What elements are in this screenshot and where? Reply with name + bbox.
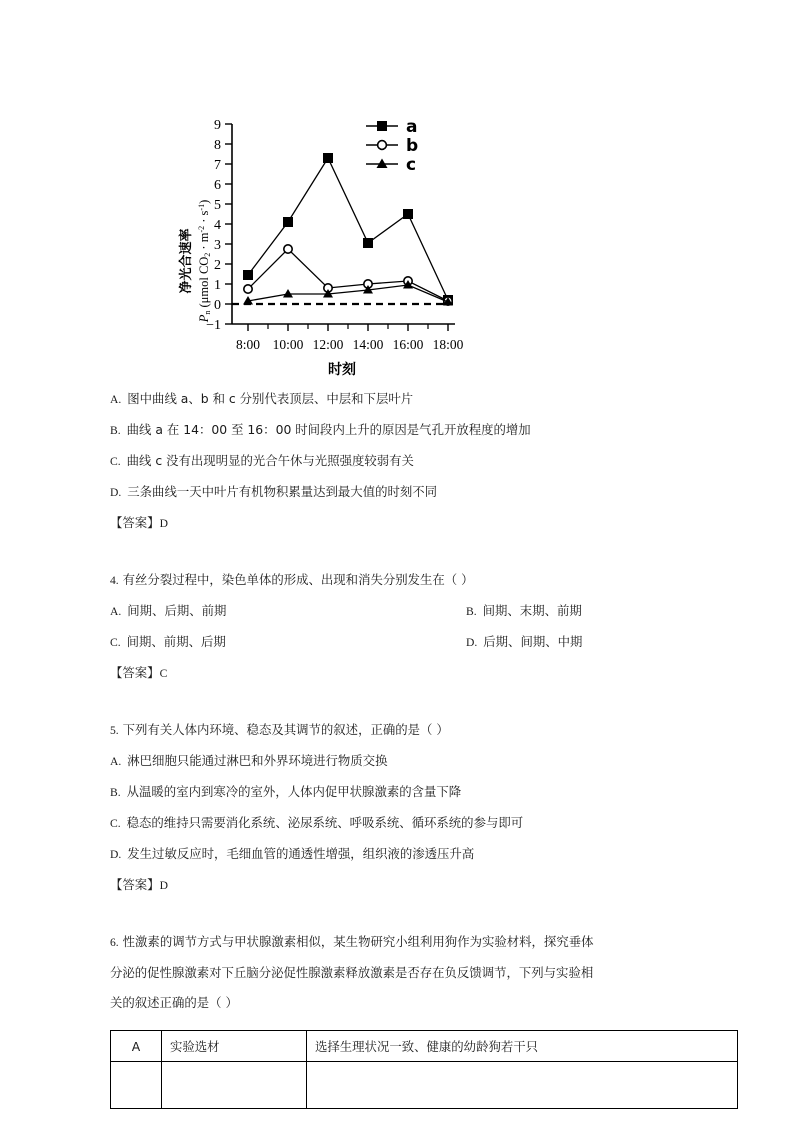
- q4-option-b[interactable]: [466, 596, 690, 627]
- question-6: [110, 927, 690, 1109]
- q5-stem: [110, 715, 690, 746]
- x-axis-label: 时刻: [328, 362, 356, 378]
- q5-answer-value: D: [159, 879, 168, 892]
- q5-answer-label: 【答案】: [110, 877, 160, 892]
- y-axis-ticks: [225, 124, 232, 324]
- q4-options-row-1: [110, 596, 690, 627]
- legend-marker-c-filled-triangle: [377, 159, 388, 169]
- table-row[interactable]: [111, 1062, 738, 1109]
- series-c-markers: [243, 280, 453, 306]
- q5-number: 5.: [110, 724, 119, 737]
- svg-text:1: 1: [214, 278, 221, 293]
- svg-text:2: 2: [214, 258, 221, 273]
- legend-marker-a-filled-square: [377, 121, 387, 131]
- q3-option-c[interactable]: [110, 446, 690, 477]
- q5-option-a-letter: A.: [110, 755, 122, 768]
- series-b-line: [248, 249, 448, 301]
- net-photosynthesis-rate-line-chart: [170, 106, 470, 384]
- q5-option-b[interactable]: [110, 777, 690, 808]
- x-tick-label-3: 14:00: [352, 337, 384, 352]
- q3-option-d-letter: D.: [110, 486, 122, 499]
- table-row[interactable]: [111, 1031, 738, 1062]
- q3-answer: [110, 508, 690, 539]
- svg-text:5: 5: [214, 198, 221, 213]
- q5-option-b-letter: B.: [110, 786, 121, 799]
- q4-stem: [110, 565, 690, 596]
- q4-option-b-letter: B.: [466, 605, 477, 618]
- q4-answer: [110, 658, 690, 689]
- question-4: [110, 565, 690, 689]
- q3-option-c-text: 曲线 c 没有出现明显的光合午休与光照强度较弱有关: [126, 453, 414, 468]
- table-row-1-letter: [111, 1062, 162, 1109]
- photosynthesis-chart-figure: [110, 106, 690, 384]
- q5-option-a[interactable]: [110, 746, 690, 777]
- svg-text:8: 8: [214, 138, 221, 153]
- x-axis-tick-labels: [236, 337, 464, 352]
- q3-answer-value: D: [159, 517, 168, 530]
- q6-stem-text-1: 性激素的调节方式与甲状腺激素相似，某生物研究小组利用狗作为实验材料，探究垂体: [122, 934, 594, 949]
- q4-options-row-2: [110, 627, 690, 658]
- q6-stem-line-1: [110, 927, 690, 958]
- q4-option-a-letter: A.: [110, 605, 122, 618]
- svg-text:3: 3: [214, 238, 221, 253]
- q4-stem-text: 有丝分裂过程中，染色单体的形成、出现和消失分别发生在（ ）: [122, 572, 474, 587]
- y-axis-label-cn: 净光合速率: [179, 228, 194, 294]
- x-tick-label-1: 10:00: [272, 337, 304, 352]
- legend-label-a: a: [406, 117, 418, 137]
- series-c-line: [248, 285, 448, 302]
- question-5: [110, 715, 690, 901]
- q3-option-b-letter: B.: [110, 424, 121, 437]
- q4-option-d-text: 后期、间期、中期: [483, 634, 583, 649]
- q3-option-a-letter: A.: [110, 393, 122, 406]
- q4-option-c[interactable]: [110, 627, 466, 658]
- q4-option-d[interactable]: [466, 627, 690, 658]
- svg-text:6: 6: [214, 178, 221, 193]
- q3-option-b[interactable]: [110, 415, 690, 446]
- q4-option-a[interactable]: [110, 596, 466, 627]
- table-row-1-label: [162, 1062, 307, 1109]
- q3-option-c-letter: C.: [110, 455, 121, 468]
- q4-option-c-text: 间期、前期、后期: [126, 634, 226, 649]
- q5-option-d-text: 发生过敏反应时，毛细血管的通透性增强，组织液的渗透压升高: [127, 846, 475, 861]
- svg-text:4: 4: [214, 218, 221, 233]
- q3-option-d-text: 三条曲线一天中叶片有机物积累量达到最大值的时刻不同: [127, 484, 438, 499]
- q6-number: 6.: [110, 936, 119, 949]
- q5-option-a-text: 淋巴细胞只能通过淋巴和外界环境进行物质交换: [127, 753, 388, 768]
- q3-option-a-text: 图中曲线 a、b 和 c 分别代表顶层、中层和下层叶片: [127, 391, 414, 406]
- q3-option-a[interactable]: [110, 384, 690, 415]
- q3-option-b-text: 曲线 a 在 14：00 至 16：00 时间段内上升的原因是气孔开放程度的增加: [126, 422, 531, 437]
- q4-answer-label: 【答案】: [110, 665, 160, 680]
- table-row-0-label: 实验选材: [162, 1031, 307, 1062]
- q5-stem-text: 下列有关人体内环境、稳态及其调节的叙述，正确的是（ ）: [122, 722, 449, 737]
- svg-text:9: 9: [214, 118, 221, 133]
- series-a-markers: [243, 153, 453, 305]
- q5-option-b-text: 从温暖的室内到寒冷的室外，人体内促甲状腺激素的含量下降: [126, 784, 462, 799]
- q4-option-c-letter: C.: [110, 636, 121, 649]
- q5-option-d[interactable]: [110, 839, 690, 870]
- experiment-design-table: [110, 1030, 738, 1109]
- q6-stem-line-3: 关的叙述正确的是（ ）: [110, 995, 238, 1010]
- svg-text:Pn (μmol CO2 · m-2 · s-1): Pn (μmol $CO2 \cdot m^{-2} \cdot s^{-1}$): [197, 199, 212, 323]
- y-axis-label-units: [197, 200, 212, 324]
- q5-option-d-letter: D.: [110, 848, 122, 861]
- spacer-after-q3: [110, 539, 690, 565]
- x-tick-label-5: 18:00: [432, 337, 464, 352]
- q5-option-c-text: 稳态的维持只需要消化系统、泌尿系统、呼吸系统、循环系统的参与即可: [126, 815, 524, 830]
- spacer-after-q4: [110, 689, 690, 715]
- svg-text:7: 7: [214, 158, 221, 173]
- table-row-0-body: 选择生理状况一致、健康的幼龄狗若干只: [307, 1031, 738, 1062]
- chart-container: [170, 106, 470, 384]
- legend-label-b: b: [406, 136, 419, 156]
- chart-legend: [366, 117, 418, 175]
- q5-option-c-letter: C.: [110, 817, 121, 830]
- q4-answer-value: C: [159, 667, 168, 680]
- legend-marker-b-open-circle: [378, 141, 387, 150]
- question-3-options: [110, 384, 690, 539]
- x-tick-label-2: 12:00: [312, 337, 344, 352]
- q4-option-d-letter: D.: [466, 636, 478, 649]
- svg-text:−1: −1: [206, 318, 221, 333]
- q4-number: 4.: [110, 574, 119, 587]
- x-tick-label-0: 8:00: [235, 337, 261, 352]
- table-row-1-body: [307, 1062, 738, 1109]
- q5-answer: [110, 870, 690, 901]
- series-a-line: [248, 158, 448, 300]
- q3-option-d[interactable]: [110, 477, 690, 508]
- q6-stem-line-2: 分泌的促性腺激素对下丘脑分泌促性腺激素释放激素是否存在负反馈调节，下列与实验相: [110, 965, 594, 980]
- q5-option-c[interactable]: [110, 808, 690, 839]
- q4-option-a-text: 间期、后期、前期: [127, 603, 227, 618]
- spacer-after-q5: [110, 901, 690, 927]
- x-tick-label-4: 16:00: [392, 337, 424, 352]
- legend-label-c: c: [406, 155, 417, 175]
- q3-answer-label: 【答案】: [110, 515, 160, 530]
- q4-option-b-text: 间期、末期、前期: [482, 603, 582, 618]
- svg-text:0: 0: [214, 298, 221, 313]
- table-row-0-letter: A: [111, 1031, 162, 1062]
